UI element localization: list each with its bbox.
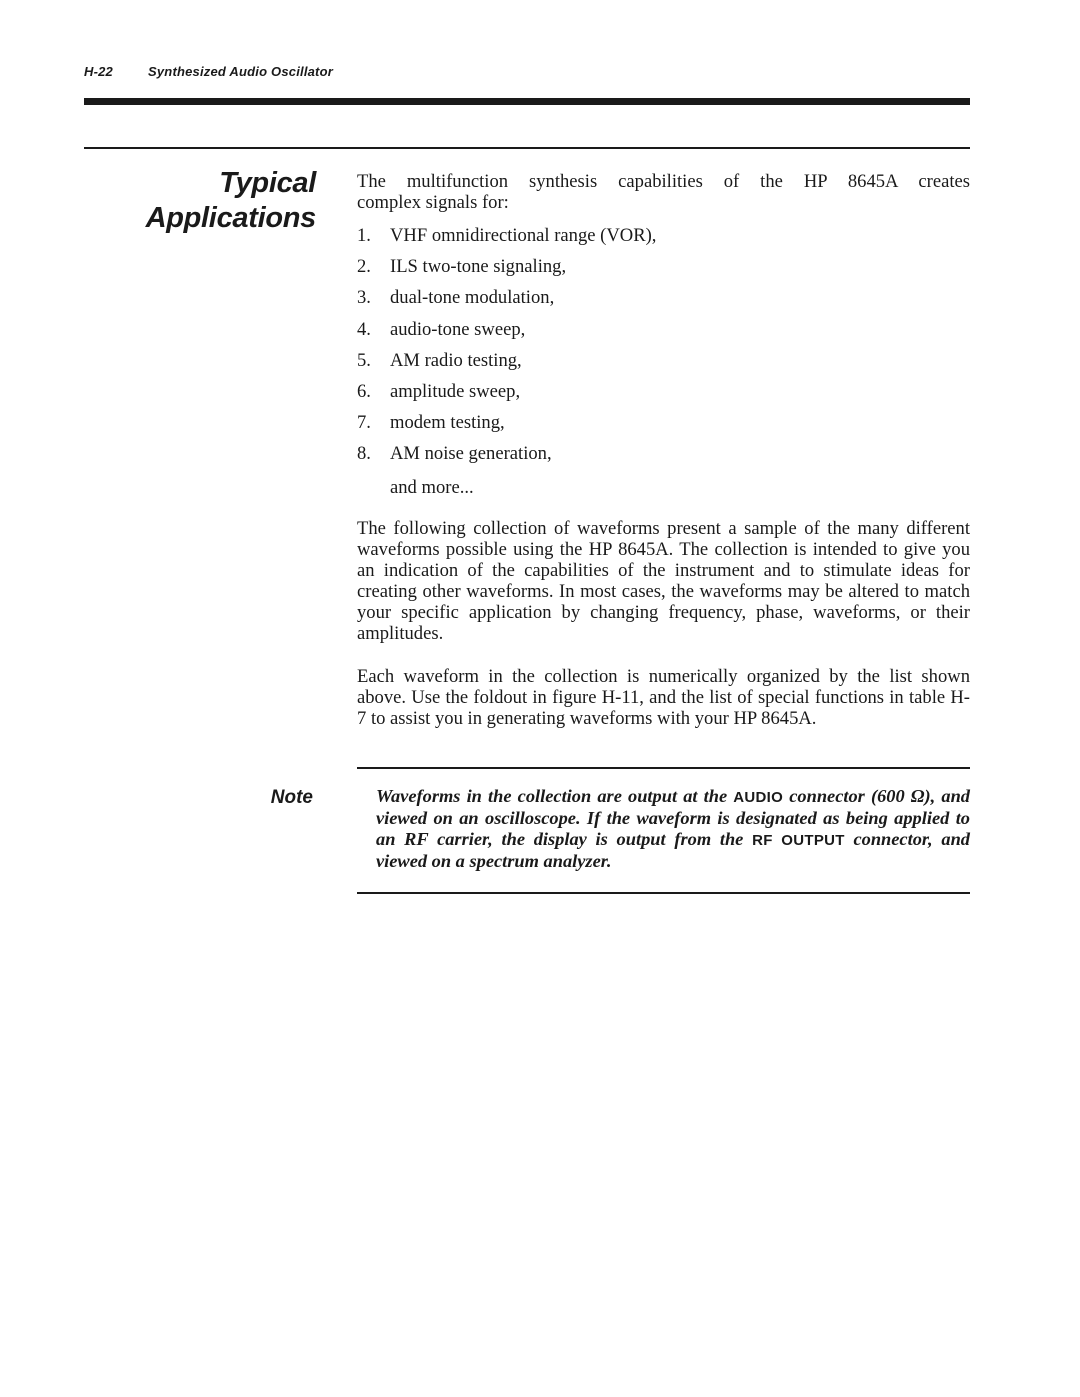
- header-bar: [84, 98, 970, 105]
- list-item-text: AM noise generation,: [390, 443, 552, 465]
- organization-paragraph: [357, 666, 970, 729]
- list-item-text: amplitude sweep,: [390, 380, 521, 402]
- note-text-part3: connector, and viewed on a spectrum analyzer.: [376, 829, 970, 871]
- list-item-number: 4.: [357, 318, 371, 340]
- list-item-number: 7.: [357, 412, 371, 434]
- list-item: [357, 287, 656, 318]
- section-heading: [84, 166, 316, 236]
- note-rule-bottom: [357, 892, 970, 894]
- intro-line1: The multifunction synthesis capabilities of the HP 8645A creates: [357, 171, 970, 192]
- and-more-text: and more...: [390, 477, 474, 498]
- note-text: [376, 786, 970, 872]
- waveform-collection-paragraph: [357, 518, 970, 644]
- list-item-text: ILS two-tone signaling,: [390, 256, 567, 278]
- audio-connector-key: AUDIO: [733, 789, 784, 806]
- list-item: [357, 381, 656, 412]
- running-header: [84, 64, 333, 79]
- intro-line2: complex signals for:: [357, 192, 509, 213]
- list-item-number: 6.: [357, 380, 371, 402]
- list-item-text: audio-tone sweep,: [390, 318, 526, 340]
- section-rule: [84, 147, 970, 149]
- list-item-text: dual-tone modulation,: [390, 287, 555, 309]
- list-item-number: 1.: [357, 225, 371, 246]
- list-item: [357, 443, 656, 474]
- paragraph-text: The following collection of waveforms present a sample of the many different waveforms possible using the HP 8645A. The collection is intended to give you an indication of the capabilities of the instrument and to stimulate ideas for creating other waveforms. In most cases, the waveforms may be altered to match your specific application by changing frequency, phase, waveforms, or their amplitudes.: [357, 518, 970, 644]
- list-item-number: 5.: [357, 349, 371, 371]
- paragraph-text: Each waveform in the collection is numerically organized by the list shown above. Use the foldout in figure H-11, and the list of special functions in table H-7 to assist you in generating waveforms with your HP 8645A.: [357, 666, 970, 729]
- applications-list: [357, 225, 656, 475]
- list-item-text: VHF omnidirectional range (VOR),: [390, 225, 657, 246]
- list-item-text: modem testing,: [390, 412, 505, 434]
- list-item-number: 3.: [357, 287, 371, 309]
- list-item-number: 8.: [357, 443, 371, 465]
- note-rule-top: [357, 767, 970, 769]
- list-item: [357, 350, 656, 381]
- section-heading-line1: Typical: [219, 167, 316, 199]
- intro-paragraph: [357, 171, 970, 213]
- note-label: Note: [270, 787, 313, 808]
- rf-output-connector-key: RF OUTPUT: [752, 832, 845, 849]
- page-number: H-22: [84, 64, 113, 79]
- note-text-part2: connector (600 Ω), and viewed on an oscilloscope. If the waveform is designated as being applied to an RF carrier, the display is output from the: [376, 786, 971, 849]
- note-text-part1: Waveforms in the collection are output at the: [376, 786, 734, 806]
- manual-title: Synthesized Audio Oscillator: [148, 64, 333, 79]
- list-item: [357, 319, 656, 350]
- list-item: [357, 256, 656, 287]
- list-item: [357, 412, 656, 443]
- list-item: [357, 225, 656, 256]
- section-heading-line2: Applications: [145, 202, 316, 234]
- list-item-number: 2.: [357, 256, 371, 278]
- list-item-text: AM radio testing,: [390, 349, 522, 371]
